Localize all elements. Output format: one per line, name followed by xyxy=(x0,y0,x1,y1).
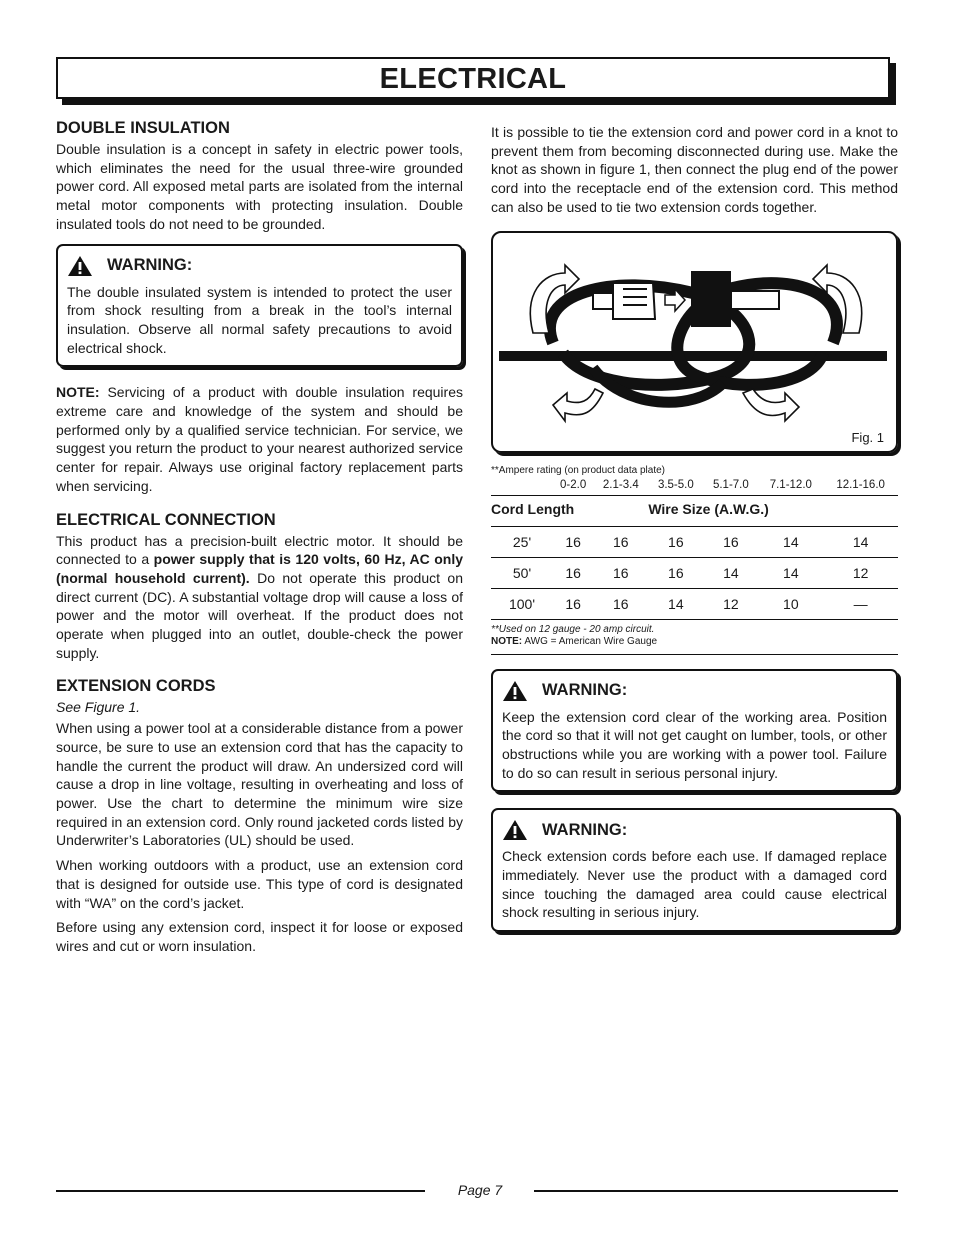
servicing-note xyxy=(56,383,463,495)
warning-label: WARNING: xyxy=(542,681,628,700)
table-cell: 16 xyxy=(553,557,593,588)
extension-cords-heading: EXTENSION CORDS xyxy=(56,677,216,696)
page-title: ELECTRICAL xyxy=(379,63,567,95)
electrical-connection-body xyxy=(56,532,463,663)
table-cell: 2.1-3.4 xyxy=(593,477,648,496)
footer-rule-right xyxy=(534,1190,898,1192)
warning-box-damaged-cord xyxy=(491,808,898,932)
warning-label: WARNING: xyxy=(107,256,193,275)
table-cell: 16 xyxy=(593,588,648,619)
figure-1 xyxy=(491,231,898,453)
electrical-connection-heading: ELECTRICAL CONNECTION xyxy=(56,510,276,529)
warning-triangle-icon xyxy=(502,680,528,702)
table-cell: 3.5-5.0 xyxy=(648,477,703,496)
table-cell: 16 xyxy=(553,526,593,557)
table-cell: 16 xyxy=(648,557,703,588)
table-cell: 5.1-7.0 xyxy=(703,477,758,496)
double-insulation-body: Double insulation is a concept in safety in electric power tools, which eliminates the need for the usual three-wire grounded power cord. All exposed metal parts are isolated from the internal metal motor components with protecting insulation. Double insulated tools do not need to be grounded. xyxy=(56,141,463,232)
connection-text: This product has a precision-built electric motor. It should be connected to a xyxy=(56,532,463,568)
extension-cords-para3: Before using any extension cord, inspect it for loose or exposed wires and cut or worn insulation. xyxy=(56,919,463,954)
gauge-footnote: **Used on 12 gauge - 20 amp circuit. xyxy=(491,623,655,635)
table-cell: 12 xyxy=(703,588,758,619)
table-cell: 14 xyxy=(823,526,898,557)
warning-triangle-icon xyxy=(67,255,93,277)
warning-body: Check extension cords before each use. If damaged replace immediately. Never use the product with a damaged cord since touching the damaged area could cause electrical shock resulting in serious injury. xyxy=(502,848,887,921)
table-header-row xyxy=(491,495,898,526)
table-cell: — xyxy=(823,588,898,619)
left-column xyxy=(56,118,463,962)
see-figure-ref: See Figure 1. xyxy=(56,699,141,716)
page-title-box xyxy=(56,57,890,99)
table-cell: 100' xyxy=(491,588,553,619)
awg-note-body: AWG = American Wire Gauge xyxy=(522,635,658,647)
cord-knot-illustration xyxy=(493,233,896,447)
table-cell xyxy=(491,477,553,496)
table-cell: 14 xyxy=(703,557,758,588)
table-cell: 14 xyxy=(758,526,823,557)
table-row xyxy=(491,588,898,619)
extension-cords-para1: When using a power tool at a considerable distance from a power source, be sure to use an extension cord that has the capacity to handle the current the product will draw. An undersized cord will cause a drop in line voltage, resulting in overheating and loss of power. Use the chart to determine the minimum wire size required in an extension cord. Only round jacketed cords listed by Underwriter’s Laboratories (UL) should be used. xyxy=(56,720,463,849)
awg-note-label: NOTE: xyxy=(491,635,523,647)
extension-cords-para2: When working outdoors with a product, use an extension cord that is designed for outside use. This type of cord is designated with “WA” on the cord’s jacket. xyxy=(56,857,463,911)
table-cell: 16 xyxy=(648,526,703,557)
note-body: Servicing of a product with double insulation requires extreme care and knowledge of the system and should be performed only by a qualified service technician. For service, we suggest you return the product to your nearest authorized service center for repair. Always use original factory replacement parts when servicing. xyxy=(56,384,463,494)
table-footnotes xyxy=(491,620,898,655)
warning-label: WARNING: xyxy=(542,820,628,839)
table-cell: 25' xyxy=(491,526,553,557)
cord-length-header: Cord Length xyxy=(491,495,648,526)
table-cell: 50' xyxy=(491,557,553,588)
connection-power-spec: power supply that is 120 volts, 60 Hz, AC only (normal household current). xyxy=(56,551,463,586)
table-row xyxy=(491,526,898,557)
table-cell: 10 xyxy=(758,588,823,619)
awg-note xyxy=(491,636,898,648)
right-column xyxy=(491,123,898,948)
note-label: NOTE: xyxy=(56,384,100,401)
knot-instructions: It is possible to tie the extension cord and power cord in a knot to prevent them from becoming disconnected during use. Make the knot as shown in figure 1, then connect the plug end of the power cord into the receptacle end of the extension cord. This method can also be used to tie two extension cords together. xyxy=(491,124,898,215)
ampere-row xyxy=(491,477,898,496)
warning-box-insulation xyxy=(56,244,463,368)
warning-triangle-icon xyxy=(502,819,528,841)
double-insulation-heading: DOUBLE INSULATION xyxy=(56,119,230,137)
table-cell: 16 xyxy=(553,588,593,619)
warning-body: Keep the extension cord clear of the working area. Position the cord so that it will not get caught on lumber, tools, or other obstructions while you are working with a power tool. Failure to do so can result in serious personal injury. xyxy=(502,708,887,781)
ampere-note: **Ampere rating (on product data plate) xyxy=(491,464,665,476)
warning-box-working-area xyxy=(491,669,898,793)
page-number: Page 7 xyxy=(457,1182,503,1198)
table-cell: 12.1-16.0 xyxy=(823,477,898,496)
table-cell: 7.1-12.0 xyxy=(758,477,823,496)
warning-body: The double insulated system is intended to protect the user from shock resulting from a break in the tool’s internal insulation. Observe all normal safety precautions to avoid electrical shock. xyxy=(67,283,452,356)
wire-size-header: Wire Size (A.W.G.) xyxy=(648,495,898,526)
connection-text-end: Do not operate this product on direct current (DC). A substantial voltage drop will cause a loss of power and the motor will overheat. If the product does not operate when plugged into an outlet, double-check the power supply. xyxy=(56,569,463,661)
table-cell: 14 xyxy=(648,588,703,619)
extension-cord-table xyxy=(491,477,898,620)
table-cell: 16 xyxy=(593,557,648,588)
figure-label: Fig. 1 xyxy=(851,429,884,445)
table-row xyxy=(491,557,898,588)
footer-rule-left xyxy=(56,1190,425,1192)
table-cell: 12 xyxy=(823,557,898,588)
table-cell: 0-2.0 xyxy=(553,477,593,496)
table-cell: 16 xyxy=(593,526,648,557)
table-cell: 16 xyxy=(703,526,758,557)
table-cell: 14 xyxy=(758,557,823,588)
